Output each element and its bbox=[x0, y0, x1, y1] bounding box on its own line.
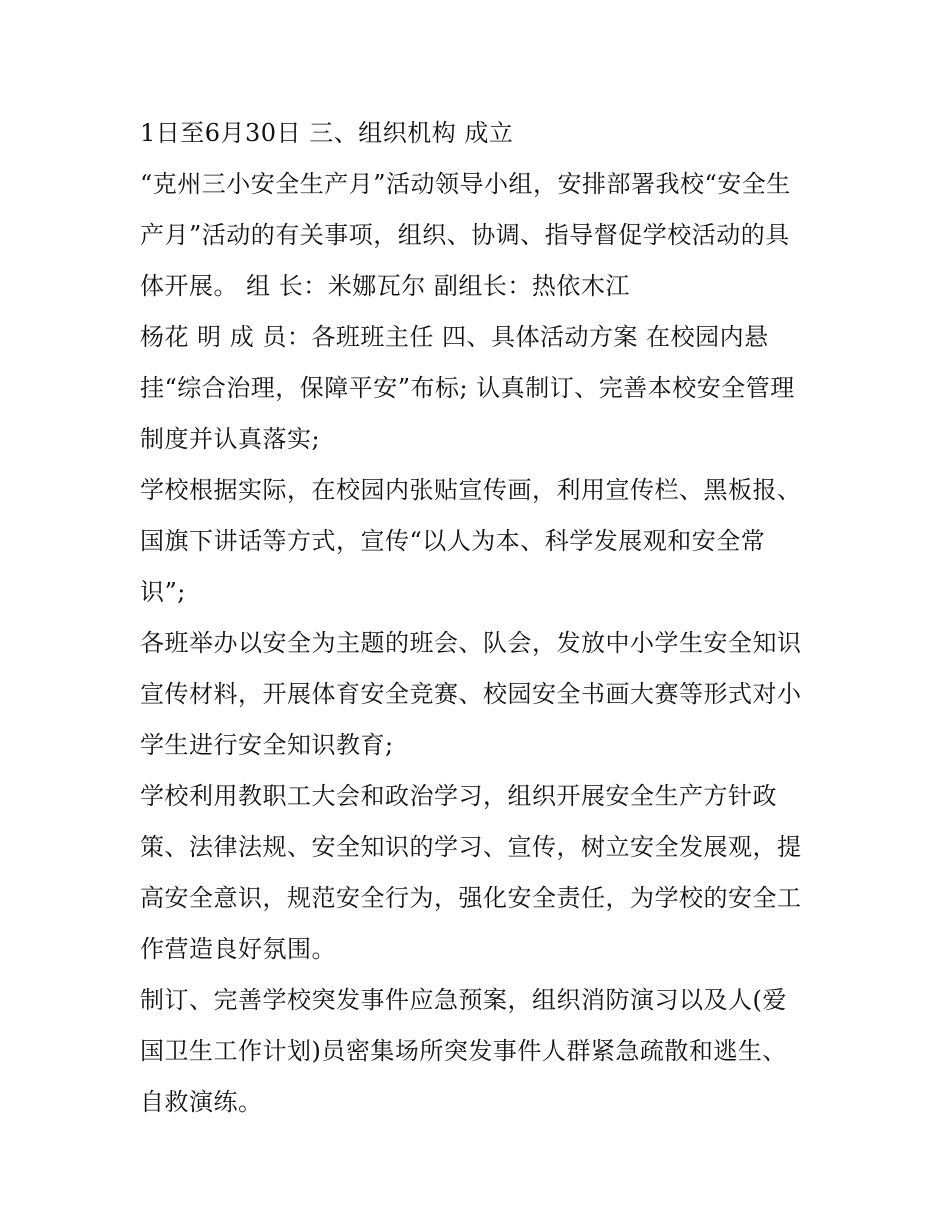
text-line: “克州三小安全生产月”活动领导小组，安排部署我校“安全生 bbox=[140, 170, 791, 198]
text-line: 体开展。 组 长：米娜瓦尔 副组长：热依木江 bbox=[140, 272, 630, 300]
text-line: 学校利用教职工大会和政治学习，组织开展安全生产方针政 bbox=[140, 782, 777, 810]
text-line: 制订、完善学校突发事件应急预案，组织消防演习以及人(爱 bbox=[140, 986, 787, 1014]
text-line: 各班举办以安全为主题的班会、队会，发放中小学生安全知识 bbox=[140, 629, 802, 657]
text-line: 挂“综合治理，保障平安”布标; 认真制订、完善本校安全管理 bbox=[140, 374, 795, 402]
text-line: 宣传材料，开展体育安全竞赛、校园安全书画大赛等形式对小 bbox=[140, 680, 802, 708]
text-line: 识”; bbox=[140, 578, 186, 606]
text-line: 1日至6月30日 三、组织机构 成立 bbox=[140, 119, 514, 147]
text-line: 国旗下讲话等方式，宣传“以人为本、科学发展观和安全常 bbox=[140, 527, 766, 555]
text-line: 策、法律法规、安全知识的学习、宣传，树立安全发展观，提 bbox=[140, 833, 802, 861]
text-line: 产月”活动的有关事项，组织、协调、指导督促学校活动的具 bbox=[140, 221, 790, 249]
text-line: 高安全意识，规范安全行为，强化安全责任，为学校的安全工 bbox=[140, 884, 802, 912]
document-body bbox=[140, 108, 820, 1128]
text-line: 自救演练。 bbox=[140, 1088, 263, 1116]
text-line: 学校根据实际，在校园内张贴宣传画，利用宣传栏、黑板报、 bbox=[140, 476, 802, 504]
text-line: 制度并认真落实; bbox=[140, 425, 321, 453]
text-line: 国卫生工作计划)员密集场所突发事件人群紧急疏散和逃生、 bbox=[140, 1037, 787, 1065]
text-line: 作营造良好氛围。 bbox=[140, 935, 336, 963]
text-line: 学生进行安全知识教育; bbox=[140, 731, 394, 759]
text-line: 杨花 明 成 员：各班班主任 四、具体活动方案 在校园内悬 bbox=[140, 323, 769, 351]
